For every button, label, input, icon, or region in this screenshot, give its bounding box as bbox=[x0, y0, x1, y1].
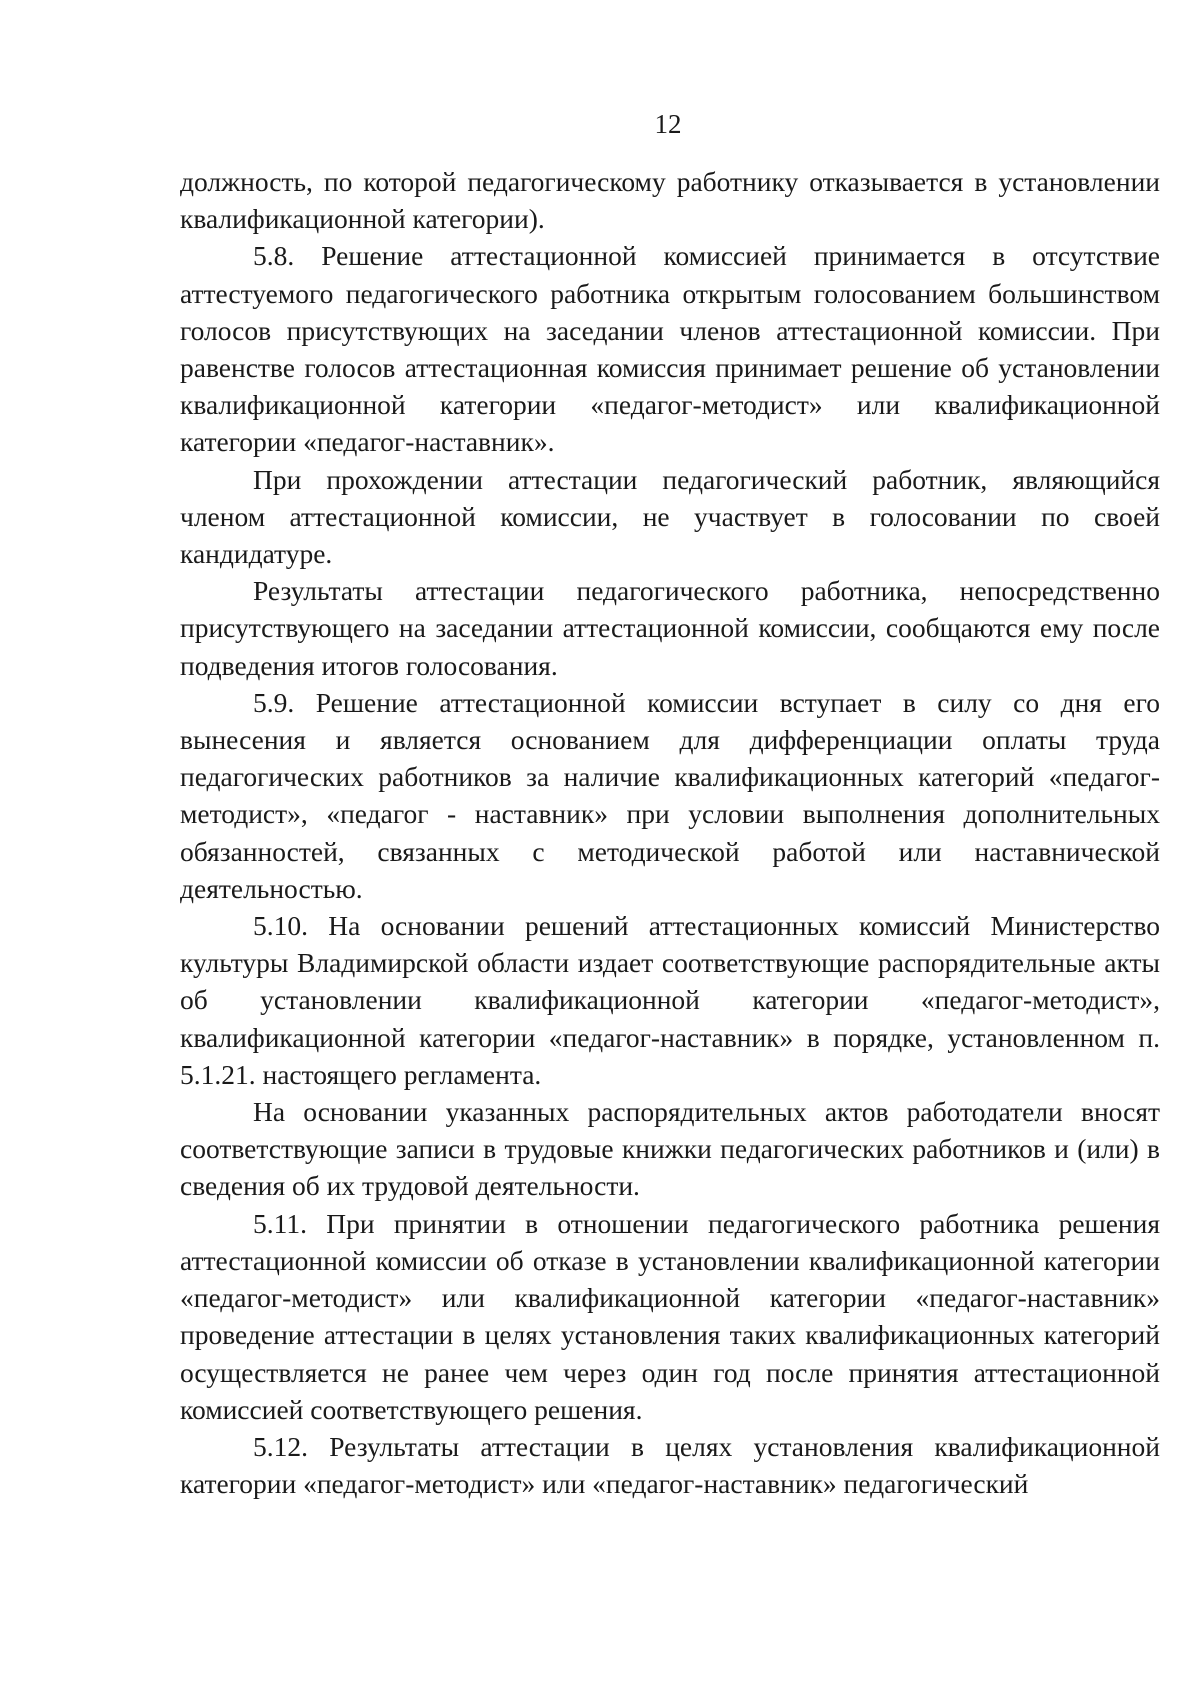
paragraph-commission-member: При прохождении аттестации педагогический работник, являющийся членом аттестационной комиссии, не участвует в голосовании по своей кандидатуре. bbox=[180, 463, 1160, 570]
paragraph-results-reported: Результаты аттестации педагогического работника, непосредственно присутствующего на заседании аттестационной комиссии, сообщаются ему после подведения итогов голосования. bbox=[180, 575, 1160, 681]
document-body bbox=[180, 163, 1160, 1502]
page-number: 12 bbox=[654, 109, 682, 139]
paragraph-employment-records: На основании указанных распорядительных актов работодатели вносят соответствующие записи в трудовые книжки педагогических работников и (или) в сведения об их трудовой деятельности. bbox=[180, 1096, 1160, 1202]
paragraph-continuation: должность, по которой педагогическому работнику отказывается в установлении квалификационной категории). bbox=[180, 166, 1160, 235]
paragraph-5-10: 5.10. На основании решений аттестационных комиссий Министерство культуры Владимирской области издает соответствующие распорядительные акты об установлении квалификационной категории «педагог-методист», квалификационной категории «педагог-наставник» в порядке, установленном п. 5.1.21. настоящего регламента. bbox=[180, 910, 1160, 1090]
paragraph-5-9: 5.9. Решение аттестационной комиссии вступает в силу со дня его вынесения и является основанием для дифференциации оплаты труда педагогических работников за наличие квалификационных категорий «педагог-методист», «педагог - наставник» при условии выполнения дополнительных обязанностей, связанных с методической работой или наставнической деятельностью. bbox=[180, 686, 1160, 904]
paragraph-5-8: 5.8. Решение аттестационной комиссией принимается в отсутствие аттестуемого педагогического работника открытым голосованием большинством голосов присутствующих на заседании членов аттестационной комиссии. При равенстве голосов аттестационная комиссия принимает решение об установлении квалификационной категории «педагог-методист» или квалификационной категории «педагог-наставник». bbox=[180, 240, 1160, 458]
paragraph-5-11: 5.11. При принятии в отношении педагогического работника решения аттестационной комиссии об отказе в установлении квалификационной категории «педагог-методист» или квалификационной категории «педагог-наставник» проведение аттестации в целях установления таких квалификационных категорий осуществляется не ранее чем через один год после принятия аттестационной комиссией соответствующего решения. bbox=[180, 1207, 1160, 1425]
paragraph-5-12: 5.12. Результаты аттестации в целях установления квалификационной категории «педагог-методист» или «педагог-наставник» педагогический bbox=[180, 1430, 1160, 1500]
